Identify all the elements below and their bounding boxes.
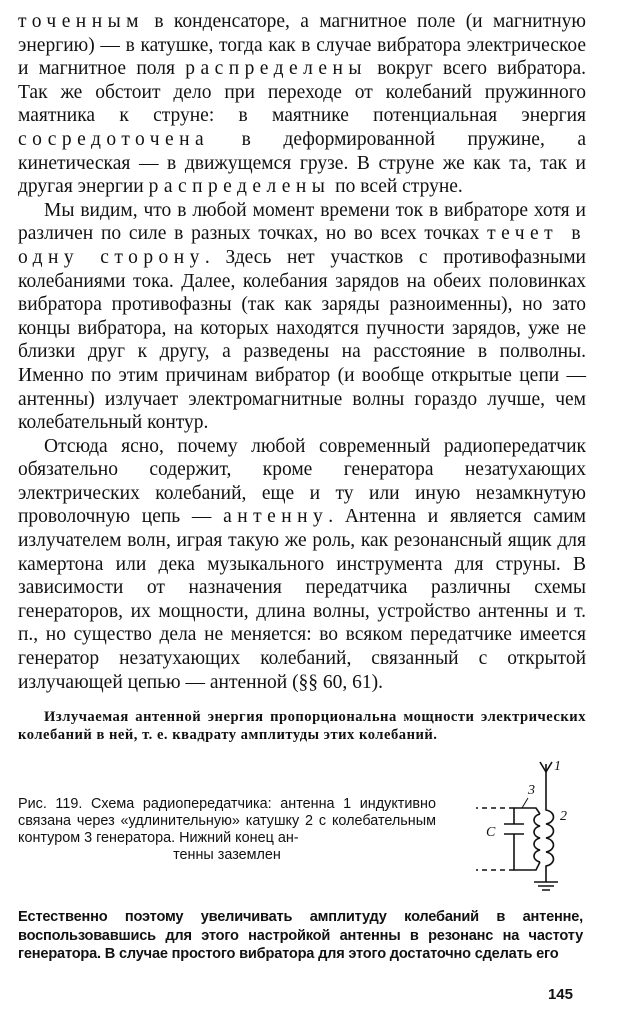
paragraph-3 [18, 435, 586, 695]
text-run: Мы видим, что в любой момент времени ток в вибраторе хотя и различен по силе в разных точках, но во всех точках [18, 199, 586, 245]
circuit-wire-top [514, 808, 540, 820]
text-run: вокруг всего вибратора. Так же обстоит дело при переходе от колебаний пружинного маятника к струне: в маятнике потенциальная энергия [18, 58, 586, 127]
paragraph-2 [18, 199, 586, 435]
ground-icon [534, 882, 558, 890]
text-run: в конденсаторе, а магнитное поле (и магнитную энергию) — в катушке, тогда как в случае вибратора электрическое и магнитное поля [18, 11, 586, 80]
label-1: 1 [554, 759, 561, 774]
spaced-word: сосредоточена [18, 128, 210, 150]
figure-119 [18, 758, 588, 898]
text-run: в деформированной пружине, а кинетическая — в движущемся грузе. В струне же как та, так и другая энергии [18, 128, 586, 198]
circuit-wire-bottom [514, 854, 540, 870]
capacitor-icon [504, 824, 524, 834]
spaced-word: распределены [185, 58, 367, 80]
text-run: . Здесь нет участков с противофазными колебаниями тока. Далее, колебания зарядов на обеих половинках вибратора противофазны (так как заряды разноименны), но зато концы вибратора, на которых находятся пучности зарядов, уже не близки друг к другу, а разведены на расстояние в полволны. Именно по этим причинам вибратор (и вообще открытые цепи — антенны) излучает электромагнитные волны гораздо лучше, чем колебательный контур. [18, 246, 586, 434]
caption-last-line: тенны заземлен [173, 847, 281, 863]
spaced-word: распределены [148, 176, 331, 198]
text-run: по всей струне. [330, 176, 463, 198]
text-run: Отсюда ясно, почему любой современный радиопередатчик обязательно содержит, кроме генератора незатухающих электрических колебаний, еще и ту или иную незамкнутую проволочную цепь — [18, 435, 586, 528]
transmitter-schematic [456, 758, 596, 898]
coil-3-icon [534, 814, 540, 862]
label-3: 3 [528, 783, 535, 798]
caption-main: Рис. 119. Схема радиопередатчика: антенна 1 индуктивно связана через «удлинительную» катушку 2 с колебательным контуром 3 генератора. Нижний конец ан- [18, 796, 436, 846]
text-run: . Антенна и является самим излучателем волн, играя такую же роль, как резонансный ящик для камертона или дека музыкального инструмента для струны. В зависимости от назначения передатчика различны схемы генераторов, их мощности, длина волны, устройство антенны и т. п., но существо дела не меняется: во всяком передатчике имеется генератор незатухающих колебаний, связанный с открытой излучающей цепью — антенной (§§ 60, 61). [18, 506, 586, 693]
spaced-word: течет в одну сторону [18, 223, 586, 268]
coil-2-icon [546, 798, 554, 882]
label-c: C [486, 825, 496, 840]
page-body [18, 10, 586, 744]
paragraph-1 [18, 10, 586, 199]
figure-caption [18, 796, 436, 864]
small-print-note: Излучаемая антенной энергия пропорциональна мощности электрических колебаний в ней, т. е. квадрату амплитуды этих колебаний. [18, 709, 586, 744]
page-number: 145 [547, 986, 573, 1003]
spaced-word: точенным [18, 11, 144, 32]
label-2: 2 [560, 809, 567, 824]
spaced-word: антенну [223, 506, 329, 528]
bottom-note: Естественно поэтому увеличивать амплитуду колебаний в антенне, воспользовавшись для этого настройкой антенны в резонанс на частоту генератора. В случае простого вибратора для этого достаточно сделать его [18, 909, 583, 962]
